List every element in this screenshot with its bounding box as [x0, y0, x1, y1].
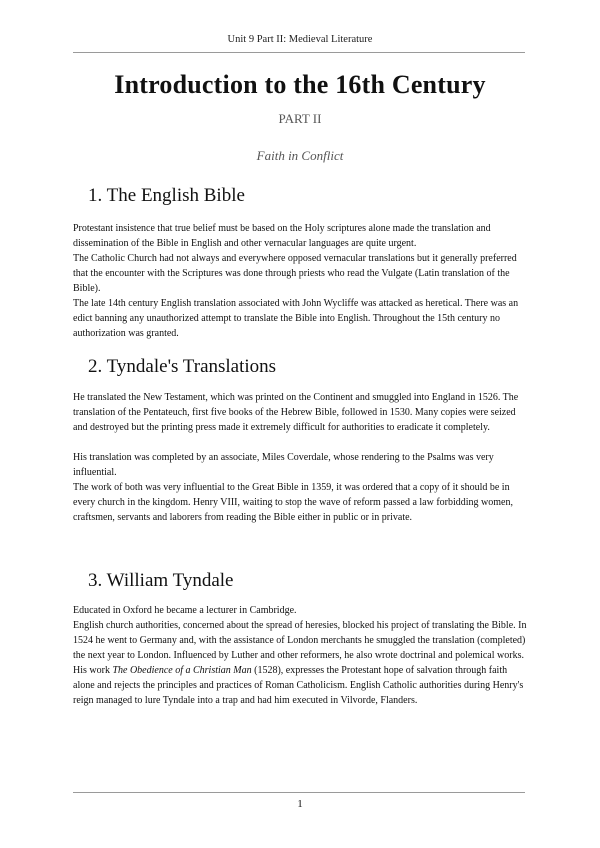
paragraph: The late 14th century English translation associated with John Wycliffe was attacked as heretical. There was an edict banning any unauthorized attempt to translate the Bible into English. Throughout the 15th century no authorization was granted.	[73, 298, 519, 339]
paragraph: His translation was completed by an associate, Miles Coverdale, whose rendering to the Psalms was very influential.	[73, 452, 494, 478]
paragraph: The work of both was very influential to the Great Bible in 1359, it was ordered that a copy of it should be in every church in the kingdom. Henry VIII, waiting to stop the wave of reform passed a law forbidding women, craftsmen, servants and laborers from reading the Bible either in public or in private.	[73, 482, 513, 523]
paragraph: Educated in Oxford he became a lecturer in Cambridge.	[73, 605, 297, 616]
paragraph-text: English church authorities, concerned about the spread of heresies, blocked his project of translating the Bible. In 1524 he went to Germany and, with the assistance of London merchants he smuggled the translation (completed) the next year to London. Influenced by Luther and other reformers, he also wrote doctrinal and polemical works. His work	[73, 620, 527, 676]
part-label: PART II	[278, 111, 322, 126]
section-body-english-bible	[73, 221, 529, 341]
paragraph: Protestant insistence that true belief must be based on the Holy scriptures alone made the translation and dissemination of the Bible in English and other vernacular languages are quite urgent.	[73, 223, 491, 249]
section-body-william-tyndale	[73, 603, 529, 708]
paragraph-text: (1528), expresses the Protestant hope of salvation through faith alone and rejects the principles and practices of Roman Catholicism. English Catholic authorities during Henry's reign managed to lure Tyndale into a trap and had him executed in Vilvorde, Flanders.	[73, 665, 524, 706]
section-heading-tyndale-translations: 2. Tyndale's Translations	[88, 356, 277, 377]
section-heading-english-bible: 1. The English Bible	[88, 185, 245, 206]
paragraph: The Catholic Church had not always and everywhere opposed vernacular translations but it generally preferred that the encounter with the Scriptures was done through priests who read the Vulgate (Latin translation of the Bible).	[73, 253, 517, 294]
paragraph: He translated the New Testament, which was printed on the Continent and smuggled into England in 1526. The translation of the Pentateuch, first five books of the Hebrew Bible, followed in 1530. Many copies were seized and destroyed but the printing press made it extremely difficult for authorities to eradicate it completely.	[73, 392, 519, 433]
page-subtitle: Faith in Conflict	[256, 148, 344, 163]
header-divider	[73, 52, 525, 53]
running-header: Unit 9 Part II: Medieval Literature	[227, 34, 373, 45]
section-heading-william-tyndale: 3. William Tyndale	[88, 570, 234, 591]
section-body-tyndale-translations	[73, 390, 529, 525]
page-title: Introduction to the 16th Century	[114, 70, 486, 99]
page-number: 1	[297, 798, 303, 810]
book-title: The Obedience of a Christian Man	[112, 665, 252, 676]
paragraph	[73, 618, 529, 708]
footer-divider	[73, 792, 525, 793]
